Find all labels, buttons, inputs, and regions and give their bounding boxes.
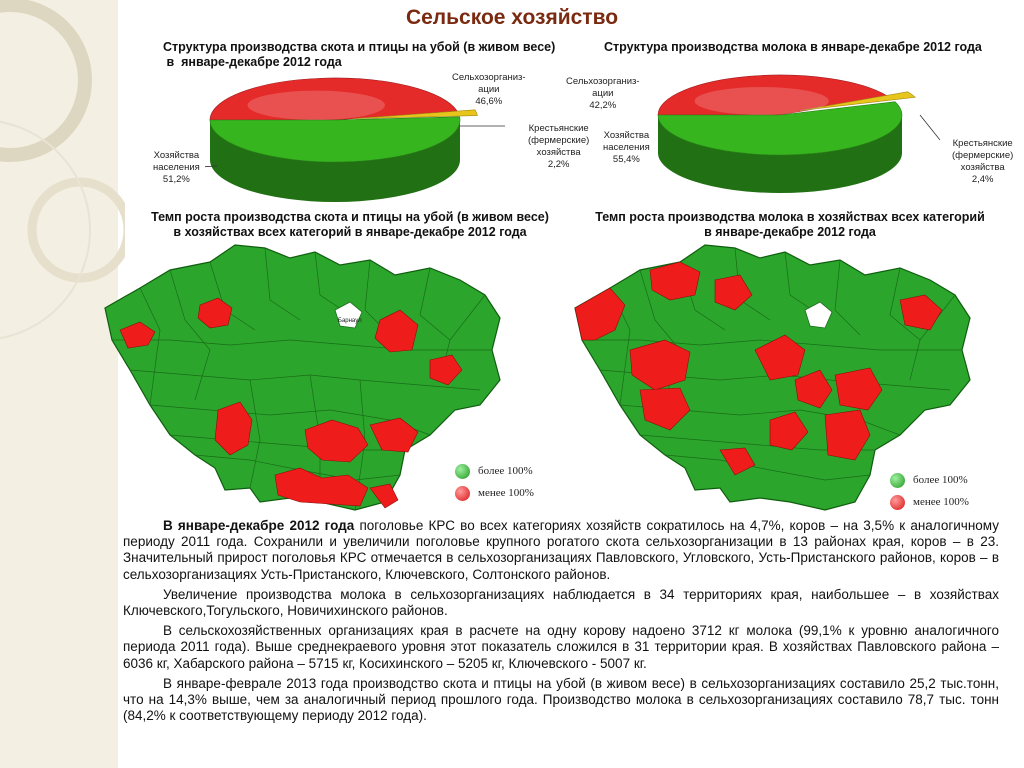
leader-line [920, 115, 940, 140]
page-title: Сельское хозяйство [405, 6, 619, 29]
pie-left-label-krest: Крестьянские (фермерские) хозяйства 2,2% [528, 123, 590, 170]
legend-item-less: менее 100% [890, 491, 969, 513]
green-dot-icon [890, 473, 905, 488]
paragraph-3: В сельскохозяйственных организациях края в расчете на одну корову надоено 3712 кг молока (99,1% к уровню аналогичного периода 2011 года). Выше среднекраевого уровня этот показатель сложился в 31 территории края. В хозяйствах Павловского района – 6036 кг, Хабарского района – 5715 кг, Косихинского – 5205 кг, Ключевского - 5007 кг. [123, 623, 999, 671]
red-dot-icon [455, 486, 470, 501]
pie-left-header: Структура производства скота и птицы на убой (в живом весе) в январе-декабре 2012 года [163, 40, 556, 69]
legend-item-more: более 100% [890, 469, 969, 491]
map-livestock-growth [100, 240, 510, 515]
red-dot-icon [890, 495, 905, 510]
pie-left-label-org: Сельхозорганиз- ации 46,6% [452, 72, 526, 107]
paragraph-1: В январе-декабре 2012 года поголовье КРС во всех категориях хозяйств сократилось на 4,7%, коров – на 3,5% к аналогичному периоду 2011 года. Сохранили и увеличили поголовье крупного рогатого скота сельхозорганизации в 13 районах края, коров – в 23. Значительный прирост поголовья КРС отмечается в сельхозорганизациях Павловского, Угловского, Усть-Пристанского районов, коров – в сельхозорганизациях Усть-Пристанского, Ключевского, Солтонского районов. [123, 518, 999, 582]
map-right-title: Темп роста производства молока в хозяйствах всех категорий в январе-декабре 2012 года [595, 210, 985, 239]
green-dot-icon [455, 464, 470, 479]
legend-right [890, 469, 969, 513]
legend-item-more: более 100% [455, 460, 534, 482]
pie-right-label-krest: Крестьянские (фермерские) хозяйства 2,4% [952, 138, 1014, 185]
pie-right-label-org: Сельхозорганиз- ации 42,2% [566, 76, 640, 111]
pie-highlight [695, 87, 829, 115]
pie-chart-milk [650, 70, 940, 210]
pie-highlight [248, 91, 386, 120]
pie-right-header: Структура производства молока в январе-декабре 2012 года [604, 40, 982, 54]
pie-right-label-hoz: Хозяйства населения 55,4% [603, 130, 650, 165]
paragraph-4: В январе-феврале 2013 года производство скота и птицы на убой (в живом весе) в сельхозорганизациях составило 25,2 тыс.тонн, что на 14,3% выше, чем за аналогичный период прошлого года. Производство молока в сельхозорганизациях составило 78,7 тыс. тонн (84,2% к соответствующему периоду 2012 года). [123, 675, 999, 724]
paragraph-2: Увеличение производства молока в сельхозорганизациях наблюдается в 34 территориях края, наибольшее – в хозяйствах Ключевского,Тогульского, Новичихинского районов. [123, 586, 999, 619]
map-left-title: Темп роста производства скота и птицы на убой (в живом весе) в хозяйствах всех категорий в январе-декабре 2012 года [151, 210, 549, 239]
legend-item-less: менее 100% [455, 482, 534, 504]
legend-left [455, 460, 534, 504]
map-left-city-label: Барнаул [338, 318, 362, 324]
pie-left-label-hoz: Хозяйства населения 51,2% [153, 150, 200, 185]
body-text [123, 518, 999, 728]
